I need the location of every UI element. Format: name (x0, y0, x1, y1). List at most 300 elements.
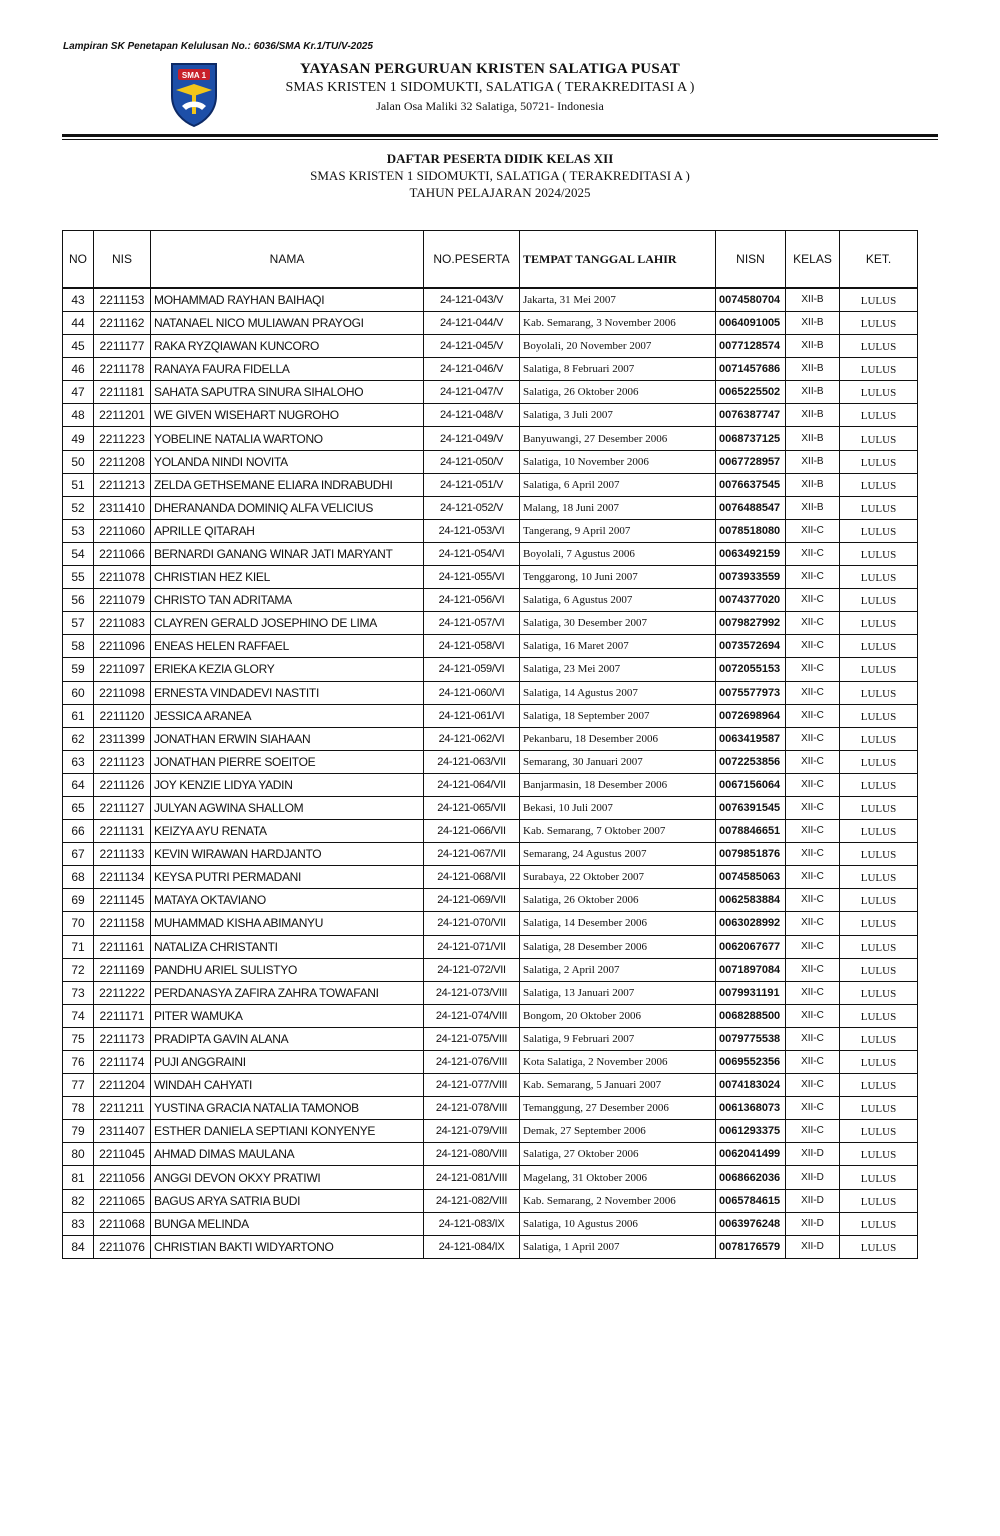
row-no: 62 (63, 727, 94, 750)
row-nama: NATANAEL NICO MULIAWAN PRAYOGI (151, 312, 424, 335)
row-kelas: XII-C (786, 866, 840, 889)
table-row (63, 450, 918, 473)
row-nama: PERDANASYA ZAFIRA ZAHRA TOWAFANI (151, 981, 424, 1004)
row-no-peserta: 24-121-048/V (424, 404, 520, 427)
header-nisn: NISN (716, 231, 786, 289)
row-no: 81 (63, 1166, 94, 1189)
row-no: 59 (63, 658, 94, 681)
row-no-peserta: 24-121-061/VI (424, 704, 520, 727)
table-row (63, 1212, 918, 1235)
row-nisn: 0072055153 (716, 658, 786, 681)
row-nis: 2211181 (94, 381, 151, 404)
row-nis: 2211204 (94, 1074, 151, 1097)
row-kelas: XII-B (786, 404, 840, 427)
row-nis: 2211120 (94, 704, 151, 727)
row-no-peserta: 24-121-043/V (424, 288, 520, 312)
row-ket: LULUS (840, 635, 918, 658)
row-no: 76 (63, 1051, 94, 1074)
title-line-2: SMAS KRISTEN 1 SIDOMUKTI, SALATIGA ( TERAKREDITASI A ) (310, 168, 690, 183)
row-nis: 2311407 (94, 1120, 151, 1143)
row-no-peserta: 24-121-051/V (424, 473, 520, 496)
table-row (63, 935, 918, 958)
row-ket: LULUS (840, 450, 918, 473)
row-no-peserta: 24-121-045/V (424, 335, 520, 358)
row-nama: APRILLE QITARAH (151, 519, 424, 542)
row-nama: JULYAN AGWINA SHALLOM (151, 796, 424, 819)
row-tempat-tanggal-lahir: Demak, 27 September 2006 (520, 1120, 716, 1143)
row-tempat-tanggal-lahir: Semarang, 24 Agustus 2007 (520, 843, 716, 866)
row-nisn: 0073572694 (716, 635, 786, 658)
row-tempat-tanggal-lahir: Magelang, 31 Oktober 2006 (520, 1166, 716, 1189)
row-tempat-tanggal-lahir: Salatiga, 28 Desember 2006 (520, 935, 716, 958)
row-tempat-tanggal-lahir: Tangerang, 9 April 2007 (520, 519, 716, 542)
row-kelas: XII-C (786, 542, 840, 565)
row-nisn: 0079827992 (716, 612, 786, 635)
row-nisn: 0077128574 (716, 335, 786, 358)
row-kelas: XII-C (786, 589, 840, 612)
row-tempat-tanggal-lahir: Bekasi, 10 Juli 2007 (520, 796, 716, 819)
row-nis: 2211201 (94, 404, 151, 427)
row-tempat-tanggal-lahir: Salatiga, 2 April 2007 (520, 958, 716, 981)
row-ket: LULUS (840, 566, 918, 589)
row-nis: 2211123 (94, 750, 151, 773)
row-no: 73 (63, 981, 94, 1004)
row-nama: ZELDA GETHSEMANE ELIARA INDRABUDHI (151, 473, 424, 496)
row-nama: PUJI ANGGRAINI (151, 1051, 424, 1074)
row-no-peserta: 24-121-074/VIII (424, 1004, 520, 1027)
row-kelas: XII-B (786, 288, 840, 312)
row-no-peserta: 24-121-062/VI (424, 727, 520, 750)
table-row (63, 750, 918, 773)
row-ket: LULUS (840, 912, 918, 935)
row-kelas: XII-D (786, 1189, 840, 1212)
row-nama: BAGUS ARYA SATRIA BUDI (151, 1189, 424, 1212)
row-ket: LULUS (840, 1097, 918, 1120)
row-nama: SAHATA SAPUTRA SINURA SIHALOHO (151, 381, 424, 404)
table-row (63, 288, 918, 312)
school-address: Jalan Osa Maliki 32 Salatiga, 50721- Indonesia (376, 99, 604, 113)
row-nisn: 0075577973 (716, 681, 786, 704)
row-kelas: XII-B (786, 312, 840, 335)
row-nama: JONATHAN ERWIN SIAHAAN (151, 727, 424, 750)
row-nama: MUHAMMAD KISHA ABIMANYU (151, 912, 424, 935)
row-ket: LULUS (840, 681, 918, 704)
row-kelas: XII-C (786, 1097, 840, 1120)
row-tempat-tanggal-lahir: Salatiga, 13 Januari 2007 (520, 981, 716, 1004)
row-ket: LULUS (840, 1143, 918, 1166)
row-no: 72 (63, 958, 94, 981)
row-no: 66 (63, 820, 94, 843)
table-row (63, 335, 918, 358)
row-no-peserta: 24-121-084/IX (424, 1235, 520, 1258)
table-row (63, 1027, 918, 1050)
row-no: 48 (63, 404, 94, 427)
row-nama: KEYSA PUTRI PERMADANI (151, 866, 424, 889)
row-no: 78 (63, 1097, 94, 1120)
row-kelas: XII-C (786, 704, 840, 727)
table-row (63, 1235, 918, 1258)
row-nisn: 0061368073 (716, 1097, 786, 1120)
table-row (63, 820, 918, 843)
row-nama: MATAYA OKTAVIANO (151, 889, 424, 912)
row-no-peserta: 24-121-067/VII (424, 843, 520, 866)
row-tempat-tanggal-lahir: Salatiga, 30 Desember 2007 (520, 612, 716, 635)
row-nis: 2211134 (94, 866, 151, 889)
table-row (63, 1051, 918, 1074)
row-ket: LULUS (840, 381, 918, 404)
row-nisn: 0074183024 (716, 1074, 786, 1097)
row-no: 79 (63, 1120, 94, 1143)
row-tempat-tanggal-lahir: Bongom, 20 Oktober 2006 (520, 1004, 716, 1027)
row-nis: 2311410 (94, 496, 151, 519)
row-no: 46 (63, 358, 94, 381)
row-kelas: XII-C (786, 843, 840, 866)
row-ket: LULUS (840, 704, 918, 727)
row-kelas: XII-C (786, 773, 840, 796)
row-nis: 2211065 (94, 1189, 151, 1212)
row-nama: DHERANANDA DOMINIQ ALFA VELICIUS (151, 496, 424, 519)
row-tempat-tanggal-lahir: Kab. Semarang, 3 November 2006 (520, 312, 716, 335)
row-no: 77 (63, 1074, 94, 1097)
row-nama: CHRISTIAN HEZ KIEL (151, 566, 424, 589)
row-ket: LULUS (840, 612, 918, 635)
row-no-peserta: 24-121-082/VIII (424, 1189, 520, 1212)
row-ket: LULUS (840, 473, 918, 496)
row-nisn: 0064091005 (716, 312, 786, 335)
row-tempat-tanggal-lahir: Kota Salatiga, 2 November 2006 (520, 1051, 716, 1074)
row-ket: LULUS (840, 1189, 918, 1212)
row-kelas: XII-D (786, 1143, 840, 1166)
row-no: 60 (63, 681, 94, 704)
row-nisn: 0076488547 (716, 496, 786, 519)
table-row (63, 796, 918, 819)
row-ket: LULUS (840, 1212, 918, 1235)
row-nis: 2211177 (94, 335, 151, 358)
row-no: 83 (63, 1212, 94, 1235)
row-kelas: XII-C (786, 958, 840, 981)
row-nis: 2211211 (94, 1097, 151, 1120)
row-no-peserta: 24-121-065/VII (424, 796, 520, 819)
row-nisn: 0071457686 (716, 358, 786, 381)
table-row (63, 566, 918, 589)
row-nama: RAKA RYZQIAWAN KUNCORO (151, 335, 424, 358)
header-ket: KET. (840, 231, 918, 289)
table-row (63, 912, 918, 935)
row-ket: LULUS (840, 658, 918, 681)
row-ket: LULUS (840, 773, 918, 796)
row-kelas: XII-C (786, 635, 840, 658)
row-nisn: 0063492159 (716, 542, 786, 565)
row-nisn: 0062067677 (716, 935, 786, 958)
row-nisn: 0062583884 (716, 889, 786, 912)
row-kelas: XII-C (786, 912, 840, 935)
row-kelas: XII-C (786, 1120, 840, 1143)
row-no-peserta: 24-121-077/VIII (424, 1074, 520, 1097)
row-ket: LULUS (840, 312, 918, 335)
row-nisn: 0067728957 (716, 450, 786, 473)
row-no-peserta: 24-121-060/VI (424, 681, 520, 704)
row-kelas: XII-B (786, 473, 840, 496)
row-no-peserta: 24-121-053/VI (424, 519, 520, 542)
row-nisn: 0071897084 (716, 958, 786, 981)
table-row (63, 473, 918, 496)
row-no: 65 (63, 796, 94, 819)
row-no: 43 (63, 288, 94, 312)
table-body (63, 288, 918, 1258)
row-nama: BUNGA MELINDA (151, 1212, 424, 1235)
row-nis: 2211222 (94, 981, 151, 1004)
row-ket: LULUS (840, 542, 918, 565)
row-no: 69 (63, 889, 94, 912)
row-nisn: 0078176579 (716, 1235, 786, 1258)
row-nis: 2211145 (94, 889, 151, 912)
row-no-peserta: 24-121-058/VI (424, 635, 520, 658)
table-row (63, 381, 918, 404)
row-nisn: 0079851876 (716, 843, 786, 866)
table-row (63, 981, 918, 1004)
row-kelas: XII-D (786, 1166, 840, 1189)
row-no: 50 (63, 450, 94, 473)
lampiran-reference: Lampiran SK Penetapan Kelulusan No.: 6036/SMA Kr.1/TU/V-2025 (63, 41, 373, 52)
row-nama: YUSTINA GRACIA NATALIA TAMONOB (151, 1097, 424, 1120)
row-kelas: XII-C (786, 935, 840, 958)
row-ket: LULUS (840, 843, 918, 866)
row-tempat-tanggal-lahir: Kab. Semarang, 7 Oktober 2007 (520, 820, 716, 843)
row-nisn: 0068737125 (716, 427, 786, 450)
row-no: 53 (63, 519, 94, 542)
table-row (63, 542, 918, 565)
table-header-row (63, 231, 918, 289)
row-nama: JONATHAN PIERRE SOEITOE (151, 750, 424, 773)
row-kelas: XII-D (786, 1212, 840, 1235)
title-line-1: DAFTAR PESERTA DIDIK KELAS XII (386, 151, 614, 166)
row-ket: LULUS (840, 1074, 918, 1097)
row-nama: ANGGI DEVON OKXY PRATIWI (151, 1166, 424, 1189)
row-no: 71 (63, 935, 94, 958)
table-row (63, 681, 918, 704)
row-ket: LULUS (840, 866, 918, 889)
row-nisn: 0068662036 (716, 1166, 786, 1189)
table-row (63, 1120, 918, 1143)
row-kelas: XII-C (786, 889, 840, 912)
row-tempat-tanggal-lahir: Salatiga, 3 Juli 2007 (520, 404, 716, 427)
table-row (63, 727, 918, 750)
row-kelas: XII-C (786, 612, 840, 635)
row-kelas: XII-C (786, 519, 840, 542)
table-row (63, 866, 918, 889)
row-ket: LULUS (840, 935, 918, 958)
row-nis: 2211127 (94, 796, 151, 819)
row-kelas: XII-C (786, 1004, 840, 1027)
table-row (63, 704, 918, 727)
row-tempat-tanggal-lahir: Salatiga, 6 Agustus 2007 (520, 589, 716, 612)
row-no: 64 (63, 773, 94, 796)
row-kelas: XII-C (786, 658, 840, 681)
row-tempat-tanggal-lahir: Salatiga, 6 April 2007 (520, 473, 716, 496)
table-row (63, 1143, 918, 1166)
row-nama: PANDHU ARIEL SULISTYO (151, 958, 424, 981)
row-ket: LULUS (840, 1004, 918, 1027)
row-nis: 2211060 (94, 519, 151, 542)
table-row (63, 1097, 918, 1120)
row-nis: 2211096 (94, 635, 151, 658)
row-nisn: 0078846651 (716, 820, 786, 843)
row-no: 61 (63, 704, 94, 727)
row-nama: ERNESTA VINDADEVI NASTITI (151, 681, 424, 704)
row-kelas: XII-B (786, 427, 840, 450)
table-row (63, 404, 918, 427)
row-nis: 2211079 (94, 589, 151, 612)
row-kelas: XII-C (786, 796, 840, 819)
row-no-peserta: 24-121-083/IX (424, 1212, 520, 1235)
row-no-peserta: 24-121-064/VII (424, 773, 520, 796)
row-nis: 2211076 (94, 1235, 151, 1258)
row-nis: 2211133 (94, 843, 151, 866)
row-tempat-tanggal-lahir: Surabaya, 22 Oktober 2007 (520, 866, 716, 889)
row-tempat-tanggal-lahir: Boyolali, 7 Agustus 2006 (520, 542, 716, 565)
row-no: 63 (63, 750, 94, 773)
row-nis: 2211045 (94, 1143, 151, 1166)
table-row (63, 519, 918, 542)
row-nama: BERNARDI GANANG WINAR JATI MARYANT (151, 542, 424, 565)
row-kelas: XII-C (786, 1051, 840, 1074)
row-ket: LULUS (840, 981, 918, 1004)
row-no-peserta: 24-121-050/V (424, 450, 520, 473)
row-nisn: 0063976248 (716, 1212, 786, 1235)
row-nis: 2211098 (94, 681, 151, 704)
row-nisn: 0072698964 (716, 704, 786, 727)
row-no-peserta: 24-121-063/VII (424, 750, 520, 773)
row-no: 44 (63, 312, 94, 335)
row-nama: MOHAMMAD RAYHAN BAIHAQI (151, 288, 424, 312)
row-no-peserta: 24-121-066/VII (424, 820, 520, 843)
table-row (63, 312, 918, 335)
row-tempat-tanggal-lahir: Banjarmasin, 18 Desember 2006 (520, 773, 716, 796)
row-tempat-tanggal-lahir: Salatiga, 10 Agustus 2006 (520, 1212, 716, 1235)
header-nama: NAMA (151, 231, 424, 289)
table-row (63, 843, 918, 866)
row-no: 70 (63, 912, 94, 935)
row-no-peserta: 24-121-052/V (424, 496, 520, 519)
row-no: 51 (63, 473, 94, 496)
table-row (63, 1004, 918, 1027)
row-nama: ERIEKA KEZIA GLORY (151, 658, 424, 681)
row-nis: 2311399 (94, 727, 151, 750)
row-nis: 2211083 (94, 612, 151, 635)
row-nis: 2211068 (94, 1212, 151, 1235)
row-no-peserta: 24-121-081/VIII (424, 1166, 520, 1189)
row-nisn: 0074377020 (716, 589, 786, 612)
row-ket: LULUS (840, 496, 918, 519)
crest-text: SMA 1 (181, 71, 207, 80)
table-row (63, 773, 918, 796)
row-no-peserta: 24-121-069/VII (424, 889, 520, 912)
row-tempat-tanggal-lahir: Kab. Semarang, 5 Januari 2007 (520, 1074, 716, 1097)
row-tempat-tanggal-lahir: Salatiga, 14 Desember 2006 (520, 912, 716, 935)
row-tempat-tanggal-lahir: Kab. Semarang, 2 November 2006 (520, 1189, 716, 1212)
row-tempat-tanggal-lahir: Salatiga, 14 Agustus 2007 (520, 681, 716, 704)
row-kelas: XII-C (786, 566, 840, 589)
row-no: 67 (63, 843, 94, 866)
header-kelas: KELAS (786, 231, 840, 289)
row-tempat-tanggal-lahir: Salatiga, 8 Februari 2007 (520, 358, 716, 381)
row-no-peserta: 24-121-056/VI (424, 589, 520, 612)
row-nisn: 0065784615 (716, 1189, 786, 1212)
table-row (63, 958, 918, 981)
row-kelas: XII-D (786, 1235, 840, 1258)
row-nis: 2211213 (94, 473, 151, 496)
title-line-3: TAHUN PELAJARAN 2024/2025 (409, 185, 591, 200)
document-title (200, 150, 800, 201)
school-crest-icon (168, 60, 220, 128)
row-no: 47 (63, 381, 94, 404)
row-nisn: 0062041499 (716, 1143, 786, 1166)
row-ket: LULUS (840, 958, 918, 981)
row-no-peserta: 24-121-072/VII (424, 958, 520, 981)
row-ket: LULUS (840, 1027, 918, 1050)
row-nis: 2211208 (94, 450, 151, 473)
table-row (63, 1166, 918, 1189)
row-ket: LULUS (840, 1051, 918, 1074)
table-row (63, 496, 918, 519)
row-no-peserta: 24-121-071/VII (424, 935, 520, 958)
row-nisn: 0072253856 (716, 750, 786, 773)
row-nisn: 0078518080 (716, 519, 786, 542)
row-tempat-tanggal-lahir: Salatiga, 18 September 2007 (520, 704, 716, 727)
row-nis: 2211162 (94, 312, 151, 335)
row-ket: LULUS (840, 288, 918, 312)
row-nisn: 0069552356 (716, 1051, 786, 1074)
row-ket: LULUS (840, 1120, 918, 1143)
row-ket: LULUS (840, 727, 918, 750)
row-no: 49 (63, 427, 94, 450)
row-no: 58 (63, 635, 94, 658)
table-row (63, 1189, 918, 1212)
row-ket: LULUS (840, 335, 918, 358)
row-kelas: XII-B (786, 450, 840, 473)
row-nisn: 0076391545 (716, 796, 786, 819)
row-tempat-tanggal-lahir: Banyuwangi, 27 Desember 2006 (520, 427, 716, 450)
row-nisn: 0076637545 (716, 473, 786, 496)
table-row (63, 658, 918, 681)
row-nama: KEVIN WIRAWAN HARDJANTO (151, 843, 424, 866)
row-tempat-tanggal-lahir: Boyolali, 20 November 2007 (520, 335, 716, 358)
row-nisn: 0063028992 (716, 912, 786, 935)
row-no-peserta: 24-121-073/VIII (424, 981, 520, 1004)
row-tempat-tanggal-lahir: Salatiga, 10 November 2006 (520, 450, 716, 473)
row-tempat-tanggal-lahir: Pekanbaru, 18 Desember 2006 (520, 727, 716, 750)
row-no-peserta: 24-121-044/V (424, 312, 520, 335)
row-no-peserta: 24-121-070/VII (424, 912, 520, 935)
row-no-peserta: 24-121-059/VI (424, 658, 520, 681)
table-row (63, 889, 918, 912)
row-ket: LULUS (840, 1235, 918, 1258)
row-tempat-tanggal-lahir: Salatiga, 1 April 2007 (520, 1235, 716, 1258)
foundation-name: YAYASAN PERGURUAN KRISTEN SALATIGA PUSAT (299, 61, 681, 77)
row-no: 52 (63, 496, 94, 519)
row-nis: 2211056 (94, 1166, 151, 1189)
row-nisn: 0065225502 (716, 381, 786, 404)
row-nama: CHRISTIAN BAKTI WIDYARTONO (151, 1235, 424, 1258)
row-ket: LULUS (840, 1166, 918, 1189)
row-no: 56 (63, 589, 94, 612)
row-kelas: XII-C (786, 1074, 840, 1097)
row-nis: 2211169 (94, 958, 151, 981)
row-ket: LULUS (840, 589, 918, 612)
row-kelas: XII-B (786, 335, 840, 358)
row-no-peserta: 24-121-054/VI (424, 542, 520, 565)
row-nama: PRADIPTA GAVIN ALANA (151, 1027, 424, 1050)
